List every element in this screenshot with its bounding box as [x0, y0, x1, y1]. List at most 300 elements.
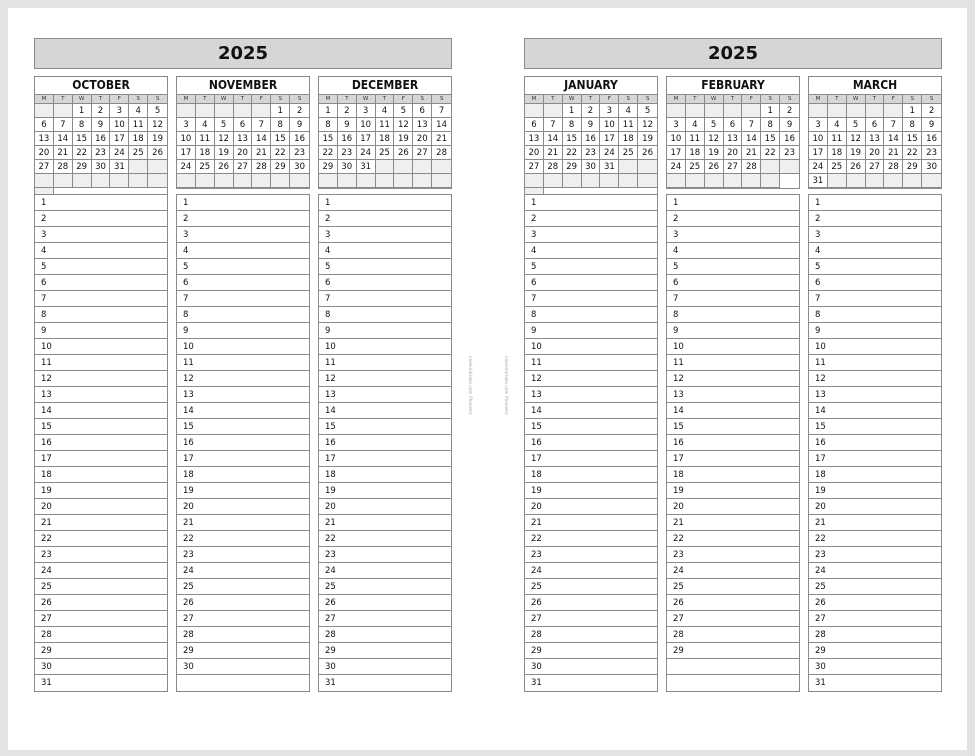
note-line: 15: [177, 419, 309, 435]
note-line: 11: [319, 355, 451, 371]
day-cell: 19: [705, 146, 724, 160]
month-column-march: [808, 76, 942, 189]
day-cell: 17: [667, 146, 686, 160]
weekday-label: S: [780, 95, 799, 104]
note-line: 16: [809, 435, 941, 451]
day-cell: 25: [686, 160, 705, 174]
day-cell: 8: [271, 118, 290, 132]
day-cell: 1: [903, 104, 922, 118]
note-line: 21: [525, 515, 657, 531]
note-line: 18: [525, 467, 657, 483]
day-cell: 19: [148, 132, 167, 146]
note-line: 1: [319, 195, 451, 211]
note-line: 11: [177, 355, 309, 371]
note-line: 22: [525, 531, 657, 547]
notes-lines-february: [666, 194, 800, 692]
note-line: 16: [177, 435, 309, 451]
weekday-label: S: [290, 95, 309, 104]
note-line: 9: [35, 323, 167, 339]
empty-day-cell: [619, 160, 638, 174]
day-cell: 18: [376, 132, 395, 146]
day-cell: 12: [394, 118, 413, 132]
day-cell: 23: [290, 146, 309, 160]
note-line: 4: [177, 243, 309, 259]
day-cell: 17: [357, 132, 376, 146]
day-cell: 16: [582, 132, 601, 146]
note-line: 27: [319, 611, 451, 627]
empty-day-cell: [884, 104, 903, 118]
note-line: 12: [667, 371, 799, 387]
note-line: 5: [525, 259, 657, 275]
blank-note-line: [667, 675, 799, 691]
day-cell: 2: [290, 104, 309, 118]
day-cell: 2: [92, 104, 111, 118]
day-cell: 24: [177, 160, 196, 174]
day-cell: 20: [866, 146, 885, 160]
day-cell: 9: [780, 118, 799, 132]
note-line: 13: [525, 387, 657, 403]
note-line: 6: [177, 275, 309, 291]
day-cell: 4: [619, 104, 638, 118]
day-cell: 5: [394, 104, 413, 118]
day-cell: 17: [177, 146, 196, 160]
note-line: 20: [35, 499, 167, 515]
note-line: 9: [177, 323, 309, 339]
day-cell: 19: [394, 132, 413, 146]
note-line: 17: [667, 451, 799, 467]
note-line: 10: [319, 339, 451, 355]
note-line: 29: [525, 643, 657, 659]
empty-day-cell: [129, 160, 148, 174]
note-line: 18: [667, 467, 799, 483]
weekday-label: W: [215, 95, 234, 104]
day-cell: 4: [376, 104, 395, 118]
note-line: 31: [41, 678, 52, 688]
empty-day-cell: [600, 174, 619, 188]
note-line: 16: [525, 435, 657, 451]
day-cell: 28: [54, 160, 73, 174]
day-cell: 1: [319, 104, 338, 118]
day-cell: 15: [903, 132, 922, 146]
note-line: 2: [809, 211, 941, 227]
weekday-label: F: [742, 95, 761, 104]
day-cell: 13: [35, 132, 54, 146]
empty-day-cell: [866, 104, 885, 118]
day-cell: 6: [234, 118, 253, 132]
note-line: 25: [525, 579, 657, 595]
empty-day-cell: [884, 174, 903, 188]
day-cell: 23: [92, 146, 111, 160]
note-line: 28: [667, 627, 799, 643]
weekday-label: F: [110, 95, 129, 104]
note-line: 7: [177, 291, 309, 307]
month-title-january: JANUARY: [525, 77, 657, 95]
weekday-label: T: [92, 95, 111, 104]
day-cell: 17: [110, 132, 129, 146]
note-line: 23: [177, 547, 309, 563]
day-cell: 6: [724, 118, 743, 132]
day-cell: 15: [761, 132, 780, 146]
note-line: 24: [177, 563, 309, 579]
day-cell: 10: [177, 132, 196, 146]
weekday-label: T: [686, 95, 705, 104]
day-cell: 29: [563, 160, 582, 174]
note-line: 2: [177, 211, 309, 227]
day-cell: 19: [638, 132, 657, 146]
note-line: 14: [809, 403, 941, 419]
note-line: 14: [319, 403, 451, 419]
empty-day-cell: [922, 174, 941, 188]
note-line: 6: [667, 275, 799, 291]
empty-day-cell: [196, 104, 215, 118]
note-line: 20: [809, 499, 941, 515]
notes-lines-january: [524, 194, 658, 692]
day-cell: 21: [884, 146, 903, 160]
note-line: 11: [35, 355, 167, 371]
note-line: 3: [35, 227, 167, 243]
day-cell: 4: [686, 118, 705, 132]
day-cell: 22: [761, 146, 780, 160]
note-line: 4: [319, 243, 451, 259]
day-cell: 6: [525, 118, 544, 132]
day-cell: 5: [847, 118, 866, 132]
note-line: 28: [525, 627, 657, 643]
note-line: 8: [809, 307, 941, 323]
mini-calendar-december: [318, 76, 452, 189]
note-line: 7: [35, 291, 167, 307]
day-cell: 30: [290, 160, 309, 174]
day-cell: 23: [780, 146, 799, 160]
empty-day-cell: [903, 174, 922, 188]
day-cell: 16: [92, 132, 111, 146]
day-cell: 3: [809, 118, 828, 132]
day-cell: 25: [196, 160, 215, 174]
empty-day-cell: [742, 174, 761, 188]
note-line: 10: [667, 339, 799, 355]
day-cell: 27: [413, 146, 432, 160]
day-cell: 18: [686, 146, 705, 160]
note-line: 18: [809, 467, 941, 483]
weekday-label: M: [177, 95, 196, 104]
day-cell: 26: [148, 146, 167, 160]
weekday-label: M: [667, 95, 686, 104]
day-cell: 2: [338, 104, 357, 118]
note-line: 15: [667, 419, 799, 435]
weekday-label: W: [73, 95, 92, 104]
empty-day-cell: [828, 174, 847, 188]
day-cell: 6: [413, 104, 432, 118]
day-cell: 26: [638, 146, 657, 160]
day-cell: 5: [638, 104, 657, 118]
day-cell: 11: [686, 132, 705, 146]
month-grid-january: [525, 95, 657, 202]
note-line: 2: [525, 211, 657, 227]
note-line: 3: [667, 227, 799, 243]
empty-day-cell: [828, 104, 847, 118]
day-cell: 30: [582, 160, 601, 174]
note-line: 23: [667, 547, 799, 563]
note-line: 23: [35, 547, 167, 563]
weekday-label: S: [922, 95, 941, 104]
note-line: 10: [35, 339, 167, 355]
note-line: 7: [319, 291, 451, 307]
day-cell: 24: [667, 160, 686, 174]
empty-day-cell: [705, 174, 724, 188]
day-cell: 14: [884, 132, 903, 146]
day-cell: 26: [394, 146, 413, 160]
day-cell: 27: [525, 160, 544, 174]
note-line: 1: [809, 195, 941, 211]
empty-day-cell: [761, 174, 780, 188]
note-line: 5: [667, 259, 799, 275]
day-cell: 12: [705, 132, 724, 146]
note-line: 25: [319, 579, 451, 595]
mini-calendar-january: [524, 76, 658, 203]
note-line: 24: [525, 563, 657, 579]
blank-note-line: [667, 659, 799, 675]
weekday-label: T: [338, 95, 357, 104]
month-title-february: FEBRUARY: [667, 77, 799, 95]
note-line: 27: [177, 611, 309, 627]
note-line: 3: [809, 227, 941, 243]
note-line: 2: [667, 211, 799, 227]
mini-calendar-october: [34, 76, 168, 203]
mini-calendar-march: [808, 76, 942, 189]
weekday-label: S: [129, 95, 148, 104]
note-line: 20: [177, 499, 309, 515]
mini-calendar-november: [176, 76, 310, 189]
day-cell: 12: [215, 132, 234, 146]
day-cell: 15: [319, 132, 338, 146]
note-line: 19: [319, 483, 451, 499]
empty-day-cell: [110, 174, 129, 188]
note-line: 17: [319, 451, 451, 467]
day-cell: 2: [780, 104, 799, 118]
empty-day-cell: [319, 174, 338, 188]
note-line: 16: [35, 435, 167, 451]
note-line: 21: [35, 515, 167, 531]
note-line: 16: [319, 435, 451, 451]
empty-day-cell: [667, 104, 686, 118]
day-cell: 13: [866, 132, 885, 146]
day-cell: 28: [432, 146, 451, 160]
weekday-label: M: [319, 95, 338, 104]
empty-day-cell: [177, 174, 196, 188]
day-cell: 8: [563, 118, 582, 132]
day-cell: 16: [922, 132, 941, 146]
note-line: 31: [325, 678, 336, 688]
note-line: 25: [667, 579, 799, 595]
empty-day-cell: [394, 160, 413, 174]
empty-day-cell: [35, 174, 54, 188]
day-cell: 19: [847, 146, 866, 160]
day-cell: 8: [903, 118, 922, 132]
note-line: 22: [319, 531, 451, 547]
note-line: 23: [319, 547, 451, 563]
day-cell: 18: [129, 132, 148, 146]
empty-day-cell: [177, 104, 196, 118]
credit-text-left: calendarlabs.com Planners: [468, 356, 473, 415]
day-cell: 12: [847, 132, 866, 146]
day-cell: 26: [705, 160, 724, 174]
note-line: 28: [35, 627, 167, 643]
note-line: 4: [35, 243, 167, 259]
note-line: 12: [177, 371, 309, 387]
empty-day-cell: [686, 104, 705, 118]
weekday-label: T: [376, 95, 395, 104]
day-cell: 18: [619, 132, 638, 146]
note-line: 28: [809, 627, 941, 643]
note-line: 21: [177, 515, 309, 531]
month-title-october: OCTOBER: [35, 77, 167, 95]
note-line: 24: [35, 563, 167, 579]
day-cell: 13: [234, 132, 253, 146]
note-line: 26: [319, 595, 451, 611]
empty-day-cell: [271, 174, 290, 188]
empty-day-cell: [619, 174, 638, 188]
note-line: 11: [809, 355, 941, 371]
empty-day-cell: [847, 104, 866, 118]
day-cell: 11: [828, 132, 847, 146]
note-line: 3: [319, 227, 451, 243]
note-line: 6: [809, 275, 941, 291]
right-page: [524, 38, 942, 728]
weekday-label: S: [761, 95, 780, 104]
day-cell: 24: [809, 160, 828, 174]
day-cell: 1: [761, 104, 780, 118]
empty-day-cell: [563, 174, 582, 188]
day-cell: 13: [413, 118, 432, 132]
day-cell: 9: [582, 118, 601, 132]
empty-day-cell: [761, 160, 780, 174]
note-line: 25: [35, 579, 167, 595]
note-line: 13: [319, 387, 451, 403]
day-cell: 15: [73, 132, 92, 146]
note-line: 8: [525, 307, 657, 323]
weekday-label: F: [600, 95, 619, 104]
note-line: 13: [35, 387, 167, 403]
month-grid-march: [809, 95, 941, 188]
day-cell: 6: [35, 118, 54, 132]
weekday-label: W: [705, 95, 724, 104]
day-cell: 30: [92, 160, 111, 174]
empty-day-cell: [252, 104, 271, 118]
day-cell: 30: [338, 160, 357, 174]
weekday-label: S: [619, 95, 638, 104]
credit-text-right: calendarlabs.com Planners: [504, 356, 509, 415]
day-cell: 31: [110, 160, 129, 174]
month-grid-february: [667, 95, 799, 188]
day-cell: 5: [215, 118, 234, 132]
day-cell: 29: [319, 160, 338, 174]
day-cell: 31: [809, 174, 828, 188]
empty-day-cell: [252, 174, 271, 188]
empty-day-cell: [394, 174, 413, 188]
note-line: 26: [35, 595, 167, 611]
day-cell: 23: [338, 146, 357, 160]
empty-day-cell: [705, 104, 724, 118]
note-line: 14: [525, 403, 657, 419]
day-cell: 25: [828, 160, 847, 174]
day-cell: 13: [724, 132, 743, 146]
day-cell: 14: [54, 132, 73, 146]
day-cell: 4: [196, 118, 215, 132]
notes-lines-december: [318, 194, 452, 692]
empty-day-cell: [413, 174, 432, 188]
note-line: 22: [177, 531, 309, 547]
day-cell: 10: [357, 118, 376, 132]
note-line: 16: [667, 435, 799, 451]
note-line: 12: [319, 371, 451, 387]
day-cell: 22: [903, 146, 922, 160]
note-line: 17: [35, 451, 167, 467]
day-cell: 11: [129, 118, 148, 132]
day-cell: 4: [129, 104, 148, 118]
empty-day-cell: [129, 174, 148, 188]
day-cell: 5: [705, 118, 724, 132]
day-cell: 24: [357, 146, 376, 160]
note-line: 17: [177, 451, 309, 467]
day-cell: 21: [54, 146, 73, 160]
day-cell: 7: [544, 118, 563, 132]
day-cell: 14: [432, 118, 451, 132]
day-cell: 20: [413, 132, 432, 146]
note-line: 25: [177, 579, 309, 595]
empty-day-cell: [780, 160, 799, 174]
weekday-label: W: [563, 95, 582, 104]
note-line: 30: [35, 659, 167, 675]
note-line: 12: [809, 371, 941, 387]
note-line: 19: [177, 483, 309, 499]
note-line: 15: [809, 419, 941, 435]
note-line: 30: [525, 659, 657, 675]
empty-day-cell: [582, 174, 601, 188]
day-cell: 3: [177, 118, 196, 132]
note-line: 9: [525, 323, 657, 339]
day-cell: 8: [73, 118, 92, 132]
month-title-march: MARCH: [809, 77, 941, 95]
weekday-label: T: [196, 95, 215, 104]
note-line: 21: [319, 515, 451, 531]
note-line: 14: [667, 403, 799, 419]
day-cell: 8: [761, 118, 780, 132]
day-cell: 6: [866, 118, 885, 132]
note-line: 27: [667, 611, 799, 627]
day-cell: 21: [432, 132, 451, 146]
empty-day-cell: [525, 174, 544, 188]
note-line: 26: [177, 595, 309, 611]
note-line: 19: [35, 483, 167, 499]
note-line: 12: [525, 371, 657, 387]
note-line: 10: [809, 339, 941, 355]
weekday-label: T: [544, 95, 563, 104]
weekday-label: W: [357, 95, 376, 104]
note-line: 28: [177, 627, 309, 643]
day-cell: 9: [92, 118, 111, 132]
note-line: 6: [319, 275, 451, 291]
day-cell: 3: [667, 118, 686, 132]
note-line: 8: [35, 307, 167, 323]
note-line: 21: [667, 515, 799, 531]
day-cell: 15: [563, 132, 582, 146]
month-grid-october: [35, 95, 167, 202]
day-cell: 12: [148, 118, 167, 132]
month-title-december: DECEMBER: [319, 77, 451, 95]
note-line: 13: [177, 387, 309, 403]
weekday-label: M: [525, 95, 544, 104]
left-page: [34, 38, 452, 728]
note-line: 21: [809, 515, 941, 531]
